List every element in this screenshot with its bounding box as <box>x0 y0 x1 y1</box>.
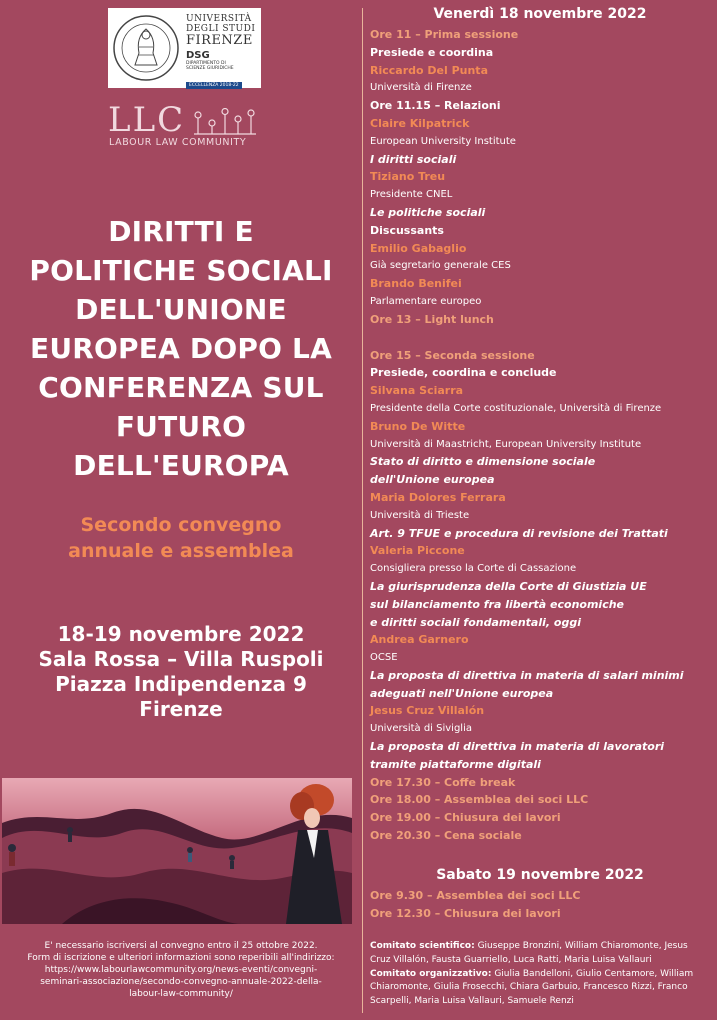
schedule-talk: sul bilanciamento fra libertà economiche <box>370 597 625 611</box>
schedule-role: Presiede e coordina <box>370 45 494 59</box>
schedule-aff: European University Institute <box>370 135 516 147</box>
schedule-time: Ore 9.30 – Assemblea dei soci LLC <box>370 888 581 902</box>
schedule-time: Ore 19.00 – Chiusura dei lavori <box>370 811 561 825</box>
university-line-3: FIRENZE <box>186 33 253 48</box>
title-line: EUROPEA DOPO LA <box>30 332 332 365</box>
unifi-wordmark <box>184 8 259 88</box>
schedule-talk: tramite piattaforme digitali <box>370 757 541 771</box>
schedule-aff: Università di Maastricht, European University Institute <box>370 438 642 450</box>
schedule-aff: Già segretario generale CES <box>370 260 511 272</box>
schedule-speaker: Valeria Piccone <box>370 544 465 558</box>
schedule-aff: Università di Firenze <box>370 82 472 94</box>
registration-note-line: seminari-associazione/secondo-convegno-annuale-2022-della- <box>40 977 322 987</box>
schedule-speaker: Andrea Garnero <box>370 633 469 647</box>
schedule-speaker: Riccardo Del Punta <box>370 63 488 77</box>
schedule-aff: Università di Trieste <box>370 509 470 521</box>
day1-heading: Venerdì 18 novembre 2022 <box>433 6 647 22</box>
event-info-line: 18-19 novembre 2022 <box>57 622 305 646</box>
schedule-speaker: Claire Kilpatrick <box>370 116 470 130</box>
schedule-speaker: Bruno De Witte <box>370 419 466 433</box>
title-line: DELL'UNIONE <box>75 293 287 326</box>
subtitle-line: annuale e assemblea <box>68 540 294 562</box>
event-title <box>0 212 362 485</box>
schedule-aff: OCSE <box>370 652 398 664</box>
schedule-speaker: Brando Benifei <box>370 277 462 291</box>
unifi-logo <box>108 8 261 88</box>
program-column <box>370 6 710 1016</box>
university-line-1: UNIVERSITÀ <box>186 14 252 24</box>
llc-wordmark: LLC <box>108 100 186 140</box>
schedule-time: Ore 12.30 – Chiusura dei lavori <box>370 906 561 920</box>
schedule-time: Ore 20.30 – Cena sociale <box>370 829 522 843</box>
schedule-talk: e diritti sociali fondamentali, oggi <box>370 615 581 629</box>
excellence-badge: ECCELLENZA 2018-22 <box>186 82 242 89</box>
dept-abbr: DSG <box>186 50 210 61</box>
schedule-aff: Presidente CNEL <box>370 189 453 201</box>
registration-note <box>4 940 358 1000</box>
registration-note-line: Form di iscrizione e ulteriori informazioni sono reperibili all'indirizzo: <box>27 953 335 963</box>
schedule-talk: Le politiche sociali <box>370 205 486 219</box>
schedule-talk: Art. 9 TFUE e procedura di revisione dei Trattati <box>370 526 668 540</box>
schedule-talk: adeguati nell'Unione europea <box>370 686 554 700</box>
schedule-talk: La giurisprudenza della Corte di Giustizia UE <box>370 579 647 593</box>
schedule-aff: Presidente della Corte costituzionale, Università di Firenze <box>370 402 662 414</box>
title-line: DIRITTI E <box>108 215 254 248</box>
organizing-committee-label: Comitato organizzativo: <box>370 968 492 979</box>
llc-logo <box>108 100 268 152</box>
schedule-role: Presiede, coordina e conclude <box>370 366 557 380</box>
schedule-talk: I diritti sociali <box>370 152 457 166</box>
schedule-aff: Parlamentare europeo <box>370 295 482 307</box>
schedule-spacer <box>370 329 710 347</box>
schedule-talk: La proposta di direttiva in materia di lavoratori <box>370 740 665 754</box>
dept-line-1: DIPARTIMENTO DI <box>186 61 226 66</box>
schedule-time: Ore 11 – Prima sessione <box>370 28 519 41</box>
title-line: CONFERENZA SUL <box>38 371 324 404</box>
schedule-speaker: Emilio Gabaglio <box>370 241 467 255</box>
schedule-aff: Consigliera presso la Corte di Cassazione <box>370 563 577 575</box>
column-divider <box>362 8 363 1013</box>
schedule-speaker: Tiziano Treu <box>370 170 446 184</box>
schedule-speaker: Maria Dolores Ferrara <box>370 490 506 504</box>
schedule-time: Ore 18.00 – Assemblea dei soci LLC <box>370 793 589 807</box>
schedule-aff: Università di Siviglia <box>370 723 472 735</box>
university-seal-icon <box>108 8 184 88</box>
title-line: DELL'EUROPA <box>73 449 289 482</box>
schedule-time: Ore 15 – Seconda sessione <box>370 348 535 362</box>
schedule-role: Ore 11.15 – Relazioni <box>370 99 501 113</box>
day2-schedule <box>370 887 710 923</box>
schedule-time: Ore 17.30 – Coffe break <box>370 775 516 789</box>
hiking-illustration <box>2 778 352 924</box>
subtitle-line: Secondo convegno <box>80 514 282 536</box>
llc-pins-icon <box>194 108 256 136</box>
registration-note-line: labour-law-community/ <box>129 989 233 999</box>
title-line: FUTURO <box>115 410 247 443</box>
schedule-speaker: Jesus Cruz Villalón <box>370 704 485 718</box>
day1-schedule <box>370 26 710 845</box>
event-info-line: Firenze <box>139 697 223 721</box>
schedule-talk: dell'Unione europea <box>370 473 495 487</box>
event-info-line: Piazza Indipendenza 9 <box>55 672 307 696</box>
dept-line-2: SCIENZE GIURIDICHE <box>186 66 234 71</box>
registration-note-line: https://www.labourlawcommunity.org/news-eventi/convegni- <box>44 965 318 975</box>
organizing-committee-members: Giulia Bandelloni, Giulio Centamore, William Chiaromonte, Giulia Frosecchi, Chiara Garbuio, Francesco Rizzi, Franco Scarpelli, Maria Luisa Vallauri, Samuele Renzi <box>370 968 694 1007</box>
university-line-2: DEGLI STUDI <box>186 24 256 34</box>
title-line: POLITICHE SOCIALI <box>29 254 333 287</box>
registration-note-line: E' necessario iscriversi al convegno entro il 25 ottobre 2022. <box>44 941 318 951</box>
event-dates-venue <box>0 622 362 722</box>
schedule-role: Discussants <box>370 223 444 237</box>
day2-heading: Sabato 19 novembre 2022 <box>436 866 644 883</box>
schedule-talk: La proposta di direttiva in materia di salari minimi <box>370 668 684 682</box>
schedule-speaker: Silvana Sciarra <box>370 384 464 398</box>
llc-tagline: LABOUR LAW COMMUNITY <box>109 137 247 148</box>
illustration-graphic <box>2 778 352 924</box>
event-info-line: Sala Rossa – Villa Ruspoli <box>38 647 324 671</box>
committees <box>370 940 710 1009</box>
event-subtitle <box>0 512 362 564</box>
scientific-committee-label: Comitato scientifico: <box>370 941 475 951</box>
schedule-time: Ore 13 – Light lunch <box>370 312 494 326</box>
scientific-committee-members: Giuseppe Bronzini, William Chiaromonte, Jesus Cruz Villalón, Fausta Guarriello, Luca Ratti, Maria Luisa Vallauri <box>370 941 688 965</box>
schedule-talk: Stato di diritto e dimensione sociale <box>370 455 596 469</box>
